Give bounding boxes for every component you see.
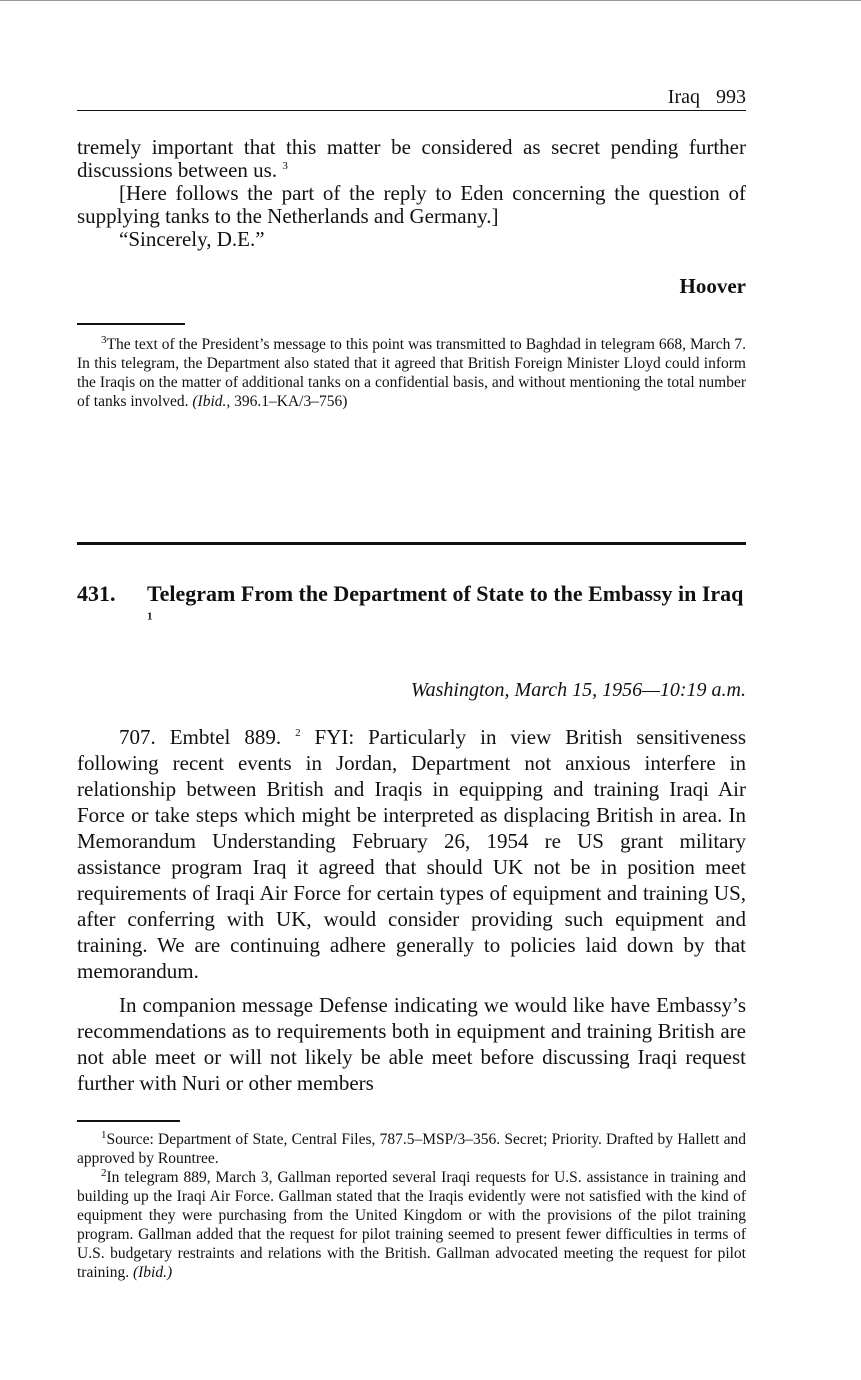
footnote-citation-ibid: (Ibid., — [192, 393, 231, 410]
footnote-text: In telegram 889, March 3, Gallman reported several Iraqi requests for U.S. assistance in training and building up the Iraqi Air Force. Gallman stated that the Iraqis evidently were not satisfied with the kind of equipment they were purchasing from the United Kingdom or with the provisions of the pilot training program. Gallman added that the request for pilot training seemed to present fewer difficulties in terms of U.S. budgetary restraints and relations with the British. Gallman advocated meeting the request for pilot training. — [77, 1169, 746, 1281]
dateline: Washington, March 15, 1956—10:19 a.m. — [410, 679, 746, 701]
footnote-marker: 3 — [101, 333, 107, 346]
footnote-3 — [77, 335, 746, 411]
footnote-text: Source: Department of State, Central Files, 787.5–MSP/3–356. Secret; Priority. Drafted by Hallett and approved by Rountree. — [77, 1131, 746, 1167]
footnote-text: The text of the President’s message to this point was transmitted to Baghdad in telegram 668, March 7. In this telegram, the Department also stated that it agreed that British Foreign Minister Lloyd could inform the Iraqis on the matter of additional tanks on a confidential basis, and without mentioning the total number of tanks involved. — [77, 336, 746, 410]
body-paragraph-1 — [77, 724, 746, 984]
footnote-1 — [77, 1130, 746, 1168]
footnote-ref-1[interactable]: 1 — [147, 610, 153, 623]
footnote-divider — [77, 323, 185, 325]
footnote-citation-ref: 396.1–KA/3–756) — [234, 393, 348, 410]
footnote-divider-bottom — [77, 1120, 180, 1122]
closing-salutation: “Sincerely, D.E.” — [119, 227, 265, 251]
continuation-text — [77, 136, 746, 251]
footnote-2 — [77, 1168, 746, 1282]
header-section: Iraq — [667, 86, 700, 108]
top-edge-rule — [0, 0, 861, 1]
continuation-paragraph — [77, 136, 746, 182]
page-number: 993 — [716, 86, 746, 108]
signature: Hoover — [679, 274, 746, 298]
document-title: Telegram From the Department of State to the Embassy in Iraq — [147, 581, 744, 606]
telegram-body — [77, 724, 746, 1104]
footnote-ref-2[interactable]: 2 — [295, 727, 301, 739]
bracketed-editorial-note: [Here follows the part of the reply to Eden concerning the question of supplying tanks to the Netherlands and Germany.] — [77, 181, 746, 228]
footnote-marker: 2 — [101, 1166, 107, 1179]
running-header — [77, 86, 746, 111]
telegram-reference: 707. Embtel 889. — [119, 725, 282, 749]
footnotes-bottom — [77, 1130, 746, 1282]
section-divider — [77, 542, 746, 545]
footnote-marker: 1 — [101, 1128, 107, 1141]
body-paragraph-1-text: FYI: Particularly in view British sensitiveness following recent events in Jordan, Department not anxious interfere in relationship between British and Iraqis in equipping and training Iraqi Air Force or take steps which might be interpreted as displacing British in area. In Memorandum Understanding February 26, 1954 re US grant military assistance program Iraq it agreed that should UK not be in position meet requirements of Iraqi Air Force for certain types of equipment and training US, after conferring with UK, would consider providing such equipment and training. We are continuing adhere generally to policies laid down by that memorandum. — [77, 725, 746, 983]
body-paragraph-2: In companion message Defense indicating we would like have Embassy’s recommendations as to requirements both in equipment and training British are not able meet or will not likely be able meet before discussing Iraqi request further with Nuri or other members — [77, 993, 746, 1095]
document-heading — [77, 580, 746, 634]
document-number: 431. — [77, 581, 116, 606]
footnote-citation-ibid: (Ibid.) — [132, 1264, 173, 1281]
continuation-paragraph-text: tremely important that this matter be considered as secret pending further discussions between us. — [77, 135, 746, 182]
footnote-ref-3[interactable]: 3 — [282, 160, 288, 172]
